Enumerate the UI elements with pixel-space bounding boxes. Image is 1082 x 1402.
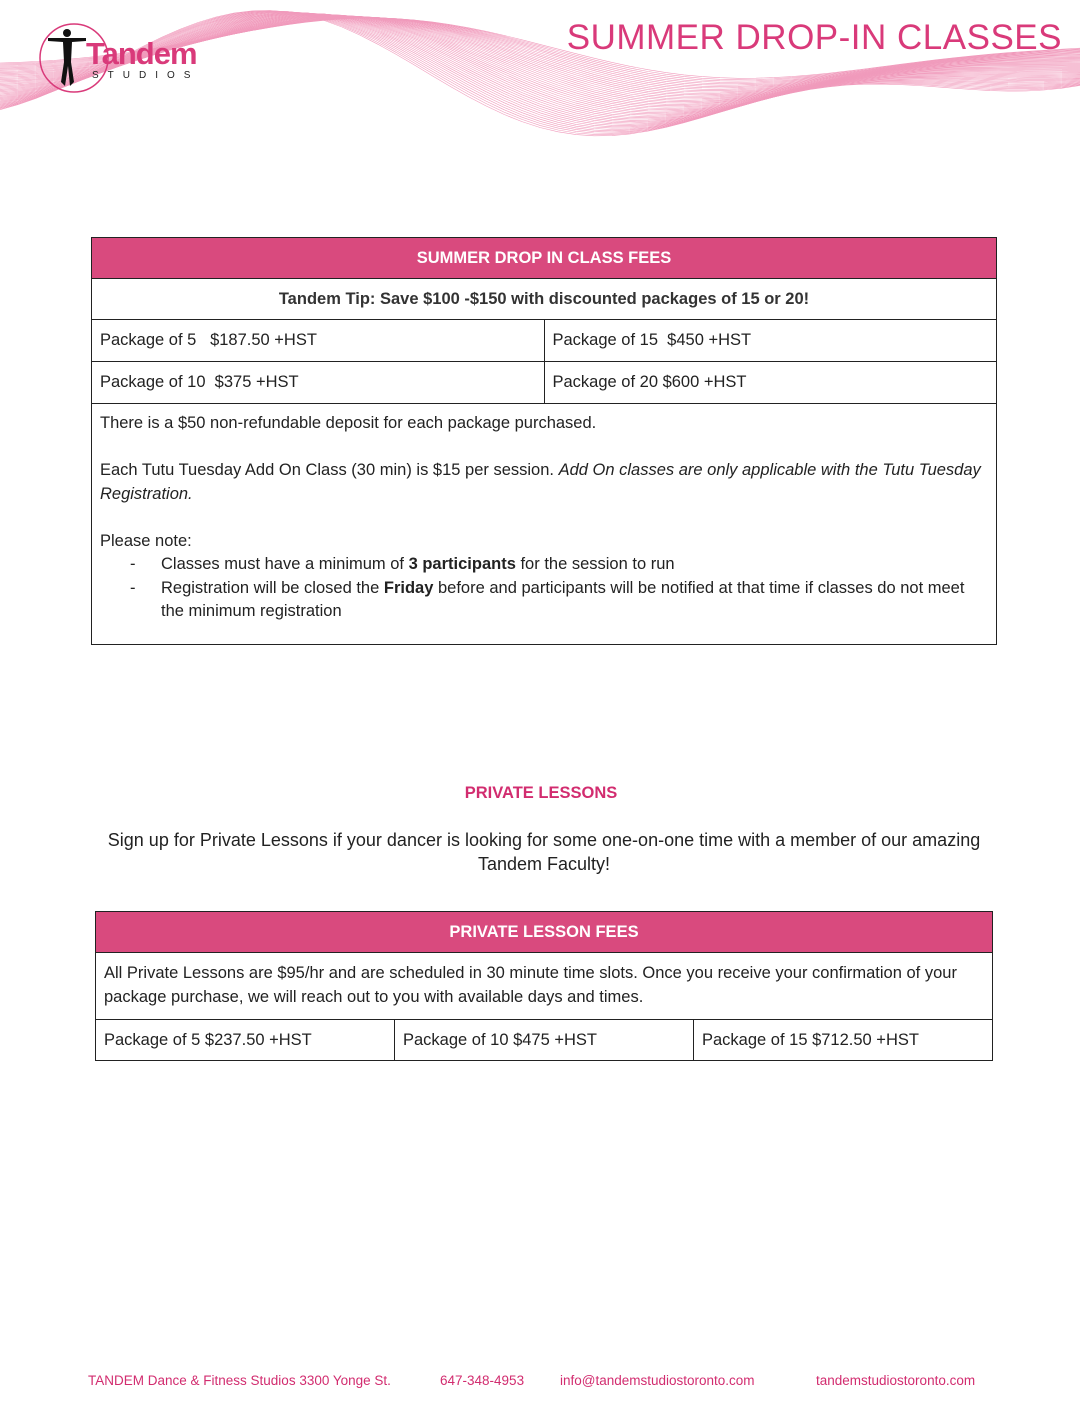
private-fees-description: All Private Lessons are $95/hr and are scheduled in 30 minute time slots. Once you receive your confirmation of your package purchase, we will reach out to you with available days and times.	[96, 953, 993, 1020]
footer-email-link[interactable]: info@tandemstudiostoronto.com	[560, 1373, 755, 1388]
package-20-cell: Package of 20 $600 +HST	[544, 362, 997, 404]
list-item	[130, 553, 988, 577]
bullet1-text-end: for the session to run	[515, 555, 675, 573]
please-note-label: Please note:	[100, 531, 192, 550]
page-title: SUMMER DROP-IN CLASSES	[566, 18, 1062, 57]
private-lessons-title: PRIVATE LESSONS	[464, 784, 618, 802]
bullet1-text: Classes must have a minimum of	[161, 555, 409, 573]
private-lessons-intro: Sign up for Private Lessons if your dancer is looking for some one-on-one time with a member of our amazing Tandem Faculty!	[107, 830, 981, 874]
private-fees-header: PRIVATE LESSON FEES	[96, 912, 993, 953]
private-package-10-cell: Package of 10 $475 +HST	[395, 1020, 694, 1061]
addon-note	[100, 459, 988, 506]
bullet2-bold: Friday	[383, 578, 434, 597]
logo-wordmark: Tandem	[86, 36, 197, 71]
private-package-5-cell: Package of 5 $237.50 +HST	[96, 1020, 395, 1061]
bullet-dash: -	[130, 578, 136, 597]
private-package-15-cell: Package of 15 $712.50 +HST	[694, 1020, 993, 1061]
bullet2-text-end: before and participants will be notified at that time if classes do not meet the minimum registration	[161, 578, 965, 620]
package-5-cell: Package of 5 $187.50 +HST	[92, 320, 545, 362]
dropin-fees-table	[91, 237, 997, 645]
logo-subtext: STUDIOS	[92, 70, 200, 81]
bullet-dash: -	[130, 555, 136, 573]
footer-address: TANDEM Dance & Fitness Studios 3300 Yonge St.	[88, 1373, 391, 1388]
tandem-logo	[38, 22, 238, 94]
dropin-notes-cell	[92, 404, 997, 645]
addon-text: Each Tutu Tuesday Add On Class (30 min) is $15 per session.	[100, 461, 559, 479]
footer-phone[interactable]: 647-348-4953	[440, 1373, 525, 1388]
list-item	[130, 577, 988, 624]
package-15-cell: Package of 15 $450 +HST	[544, 320, 997, 362]
notes-list	[100, 553, 988, 624]
dropin-fees-header: SUMMER DROP IN CLASS FEES	[92, 238, 997, 279]
tandem-tip: Tandem Tip: Save $100 -$150 with discounted packages of 15 or 20!	[92, 279, 997, 320]
package-10-cell: Package of 10 $375 +HST	[92, 362, 545, 404]
bullet1-bold: 3 participants	[408, 555, 516, 573]
private-fees-table	[95, 911, 993, 1061]
footer-website-link[interactable]: tandemstudiostoronto.com	[816, 1373, 976, 1388]
deposit-note: There is a $50 non-refundable deposit for each package purchased.	[100, 414, 597, 432]
addon-italic-text: Add On classes are only applicable with the Tutu Tuesday Registration.	[100, 461, 981, 503]
bullet2-text: Registration will be closed the	[161, 578, 384, 597]
